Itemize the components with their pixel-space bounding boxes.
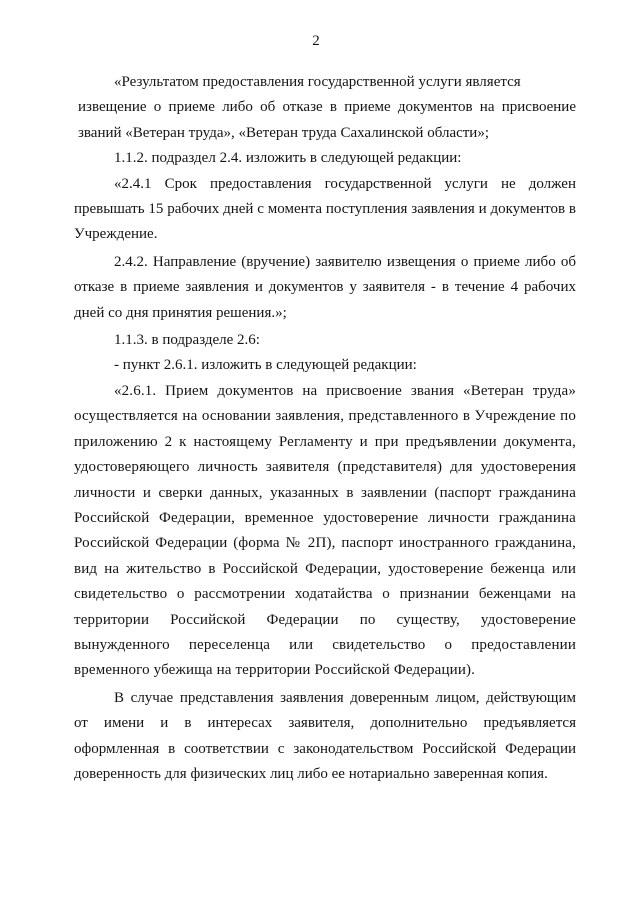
document-body bbox=[74, 70, 576, 787]
paragraph-2-4-2: 2.4.2. Направление (вручение) заявителю извещения о приеме либо об отказе в приеме заявления и документов у заявителя - в течение 4 рабочих дней со дня принятия решения.»; bbox=[74, 253, 576, 321]
paragraph-1-1-2: 1.1.2. подраздел 2.4. изложить в следующей редакции: bbox=[114, 150, 462, 167]
paragraph-2-6-1: «2.6.1. Прием документов на присвоение звания «Ветеран труда» осуществляется на основании заявления, представленного в Учреждение по приложению 2 к настоящему Регламенту и при предъявлении документа, удостоверяющего личность заявителя (представителя) для удостоверения личности и сверки данных, указанных в заявлении (паспорт гражданина Российской Федерации, временное удостоверение личности гражданина Российской Федерации (форма № 2П), паспорт иностранного гражданина, вид на жительство в Российской Федерации, удостоверение беженца или свидетельство о рассмотрении ходатайства о признании беженцами на территории Российской Федерации по существу, удостоверение вынужденного переселенца или свидетельство о предоставлении временного убежища на территории Российской Федерации). bbox=[74, 382, 576, 679]
paragraph-proxy: В случае представления заявления доверенным лицом, действующим от имени и в интересах заявителя, дополнительно предъявляется оформленная в соответствии с законодательством Российской Федерации доверенность для физических лиц либо ее нотариально заверенная копия. bbox=[74, 689, 576, 782]
paragraph-item-2-6-1: - пункт 2.6.1. изложить в следующей редакции: bbox=[114, 357, 417, 374]
paragraph-result-line2: извещение о приеме либо об отказе в приеме документов на присвоение званий «Ветеран труда», «Ветеран труда Сахалинской области»; bbox=[78, 99, 576, 141]
paragraph-2-4-1: «2.4.1 Срок предоставления государственной услуги не должен превышать 15 рабочих дней с момента поступления заявления и документов в Учреждение. bbox=[74, 175, 576, 243]
page-number: 2 bbox=[312, 33, 320, 49]
paragraph-result-line1: «Результатом предоставления государственной услуги является bbox=[114, 74, 521, 90]
paragraph-1-1-3: 1.1.3. в подразделе 2.6: bbox=[114, 332, 260, 349]
